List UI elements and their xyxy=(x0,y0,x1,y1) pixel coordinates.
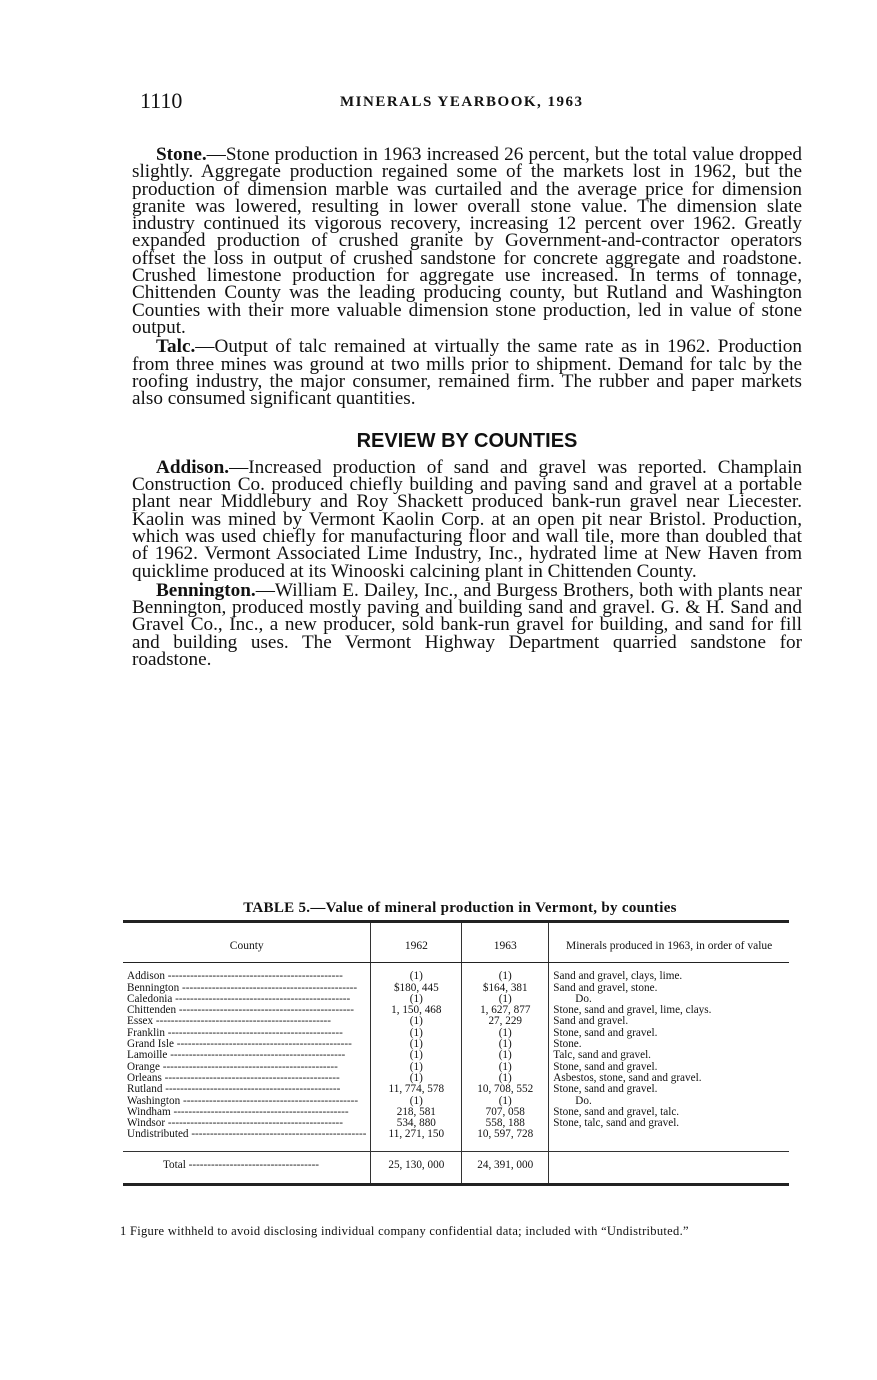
value-1962: (1) xyxy=(409,1060,423,1073)
county-name: Essex ----- xyxy=(127,1016,366,1027)
value-1963: 10, 597, 728 xyxy=(477,1128,534,1141)
value-1962: 534, 880 xyxy=(396,1117,436,1130)
total-1962: 25, 130, 000 xyxy=(371,1151,462,1183)
paragraph-stone xyxy=(132,146,802,336)
paragraph-lead: Stone. xyxy=(156,144,207,165)
total-label: Total ----- xyxy=(127,1160,366,1171)
minerals-produced: Asbestos, stone, sand and gravel. xyxy=(553,1071,702,1084)
county-name: Lamoille ----- xyxy=(127,1050,366,1061)
county-name: Addison ----- xyxy=(127,971,366,982)
value-1962: (1) xyxy=(409,1094,423,1107)
minerals-produced: Stone, sand and gravel. xyxy=(553,1060,658,1073)
value-1962: (1) xyxy=(409,1038,423,1051)
value-1962: (1) xyxy=(409,1026,423,1039)
county-name: Caledonia ----- xyxy=(127,994,366,1005)
value-1963: (1) xyxy=(498,1049,512,1062)
minerals-produced: Do. xyxy=(575,992,592,1005)
paragraph-text: —Output of talc remained at virtually the same rate as in 1962. Production from three mines was ground at two mills prior to shipment. Demand for talc by the roofing industry, the major consumer, remained firm. The rubber and paper markets also consumed significant quantities. xyxy=(132,336,802,410)
minerals-produced: Stone, sand and gravel. xyxy=(553,1083,658,1096)
value-1963: 707, 058 xyxy=(485,1105,525,1118)
county-name: Washington ----- xyxy=(127,1096,366,1107)
county-name: Chittenden ----- xyxy=(127,1005,366,1016)
value-1963: 10, 708, 552 xyxy=(477,1083,534,1096)
value-1963: 27, 229 xyxy=(488,1015,523,1028)
value-1963: 558, 188 xyxy=(485,1117,525,1130)
value-1963: (1) xyxy=(498,1060,512,1073)
value-1963: $164, 381 xyxy=(482,981,528,994)
minerals-produced: Stone, talc, sand and gravel. xyxy=(553,1117,680,1130)
value-1963: (1) xyxy=(498,1071,512,1084)
paragraph-addison xyxy=(132,456,802,582)
total-1963: 24, 391, 000 xyxy=(462,1151,549,1183)
minerals-produced: Sand and gravel, stone. xyxy=(553,981,658,994)
value-1962-column xyxy=(371,963,462,1151)
county-name: Grand Isle ----- xyxy=(127,1039,366,1050)
header-1962: 1962 xyxy=(371,922,462,963)
body-text xyxy=(132,146,802,670)
county-name: Orange ----- xyxy=(127,1062,366,1073)
county-name: Rutland ----- xyxy=(127,1084,366,1095)
paragraph-lead: Talc. xyxy=(156,336,196,358)
minerals-produced: Stone, sand and gravel, lime, clays. xyxy=(553,1004,712,1017)
value-1962: (1) xyxy=(409,1071,423,1084)
value-1962: (1) xyxy=(409,1015,423,1028)
value-1962: 11, 774, 578 xyxy=(388,1083,445,1096)
value-1963: (1) xyxy=(498,992,512,1005)
paragraph-talc xyxy=(132,336,802,410)
total-minerals-cell xyxy=(549,1151,789,1183)
total-label-cell xyxy=(123,1151,371,1183)
value-1962: $180, 445 xyxy=(393,981,439,994)
county-name: Windham ----- xyxy=(127,1107,366,1118)
paragraph-text: —William E. Dailey, Inc., and Burgess Brothers, both with plants near Bennington, produced mostly paving and building sand and gravel. G. & H. Sand and Gravel Co., Inc., a new producer, sold bank-run gravel for building, and sand for fill and building uses. The Vermont Highway Department quarried sandstone for roadstone. xyxy=(132,579,802,671)
paragraph-bennington xyxy=(132,579,802,671)
section-heading: REVIEW BY COUNTIES xyxy=(356,430,578,453)
header-minerals: Minerals produced in 1963, in order of value xyxy=(549,922,789,963)
county-column xyxy=(123,963,371,1151)
running-title: MINERALS YEARBOOK, 1963 xyxy=(340,94,584,110)
header-county: County xyxy=(123,922,371,963)
value-1962: (1) xyxy=(409,1049,423,1062)
mineral-value-table xyxy=(123,920,789,1186)
footnote: 1 Figure withheld to avoid disclosing individual company confidential data; included with “Undistributed.” xyxy=(120,1224,689,1238)
minerals-column xyxy=(549,963,789,1151)
minerals-produced: Sand and gravel, clays, lime. xyxy=(553,970,683,983)
minerals-produced xyxy=(553,1129,785,1140)
value-1963: (1) xyxy=(498,1038,512,1051)
value-1963: (1) xyxy=(498,1094,512,1107)
page-number: 1110 xyxy=(140,88,183,113)
county-name: Bennington ----- xyxy=(127,983,366,994)
county-name: Franklin ----- xyxy=(127,1028,366,1039)
value-1962: (1) xyxy=(409,992,423,1005)
value-1962: 218, 581 xyxy=(396,1105,436,1118)
page-header xyxy=(140,88,800,118)
value-1963: 1, 627, 877 xyxy=(480,1004,531,1017)
table-end-rule-cell xyxy=(123,1183,789,1185)
minerals-produced: Talc, sand and gravel. xyxy=(553,1049,651,1062)
value-1963-column xyxy=(462,963,549,1151)
value-1962: (1) xyxy=(409,970,423,983)
minerals-produced: Stone, sand and gravel, talc. xyxy=(553,1105,680,1118)
table-total-row xyxy=(123,1151,789,1183)
paragraph-text: —Stone production in 1963 increased 26 percent, but the total value dropped slightly. Aggregate production regained some of the markets lost in 1962, but the production of dimension marble was curtailed and the average price for dimension granite was lowered, resulting in lower overall stone value. The dimension slate industry continued its vigorous recovery, increasing 12 percent over 1962. Greatly expanded production of crushed granite by Government-and-contractor operators offset the loss in output of crushed sandstone for concrete aggregate and roadstone. Crushed limestone production for aggregate use increased. In terms of tonnage, Chittenden County was the leading producing county, but Rutland and Washington Counties with their more valuable dimension stone production, led in value of stone output. xyxy=(132,144,802,338)
paragraph-lead: Bennington. xyxy=(156,579,256,601)
value-1962: 1, 150, 468 xyxy=(391,1004,442,1017)
minerals-produced: Stone. xyxy=(553,1038,582,1051)
county-name: Orleans ----- xyxy=(127,1073,366,1084)
county-name: Undistributed ----- xyxy=(127,1129,366,1140)
minerals-produced: Do. xyxy=(575,1094,592,1107)
table-caption: TABLE 5.—Value of mineral production in Vermont, by counties xyxy=(243,900,677,916)
table-header-row xyxy=(123,922,789,963)
value-1962: 11, 271, 150 xyxy=(388,1128,445,1141)
minerals-produced: Stone, sand and gravel. xyxy=(553,1026,658,1039)
paragraph-lead: Addison. xyxy=(156,456,230,478)
table-body-row xyxy=(123,963,789,1151)
value-1963: (1) xyxy=(498,1026,512,1039)
county-name: Windsor ----- xyxy=(127,1118,366,1129)
minerals-produced: Sand and gravel. xyxy=(553,1015,629,1028)
table-end-rule xyxy=(123,1183,789,1185)
paragraph-text: —Increased production of sand and gravel was reported. Champlain Construction Co. produced chiefly building and paving sand and gravel at a portable plant near Middlebury and Roy Shackett produced bank-run gravel near Liecester. Kaolin was mined by Vermont Kaolin Corp. at an open pit near Bristol. Production, which was used chiefly for manufacturing floor and wall tile, more than doubled that of 1962. Vermont Associated Lime Industry, Inc., hydrated lime at New Haven from quicklime produced at its Winooski calcining plant in Chittenden County. xyxy=(132,456,802,582)
header-1963: 1963 xyxy=(462,922,549,963)
value-1963: (1) xyxy=(498,970,512,983)
